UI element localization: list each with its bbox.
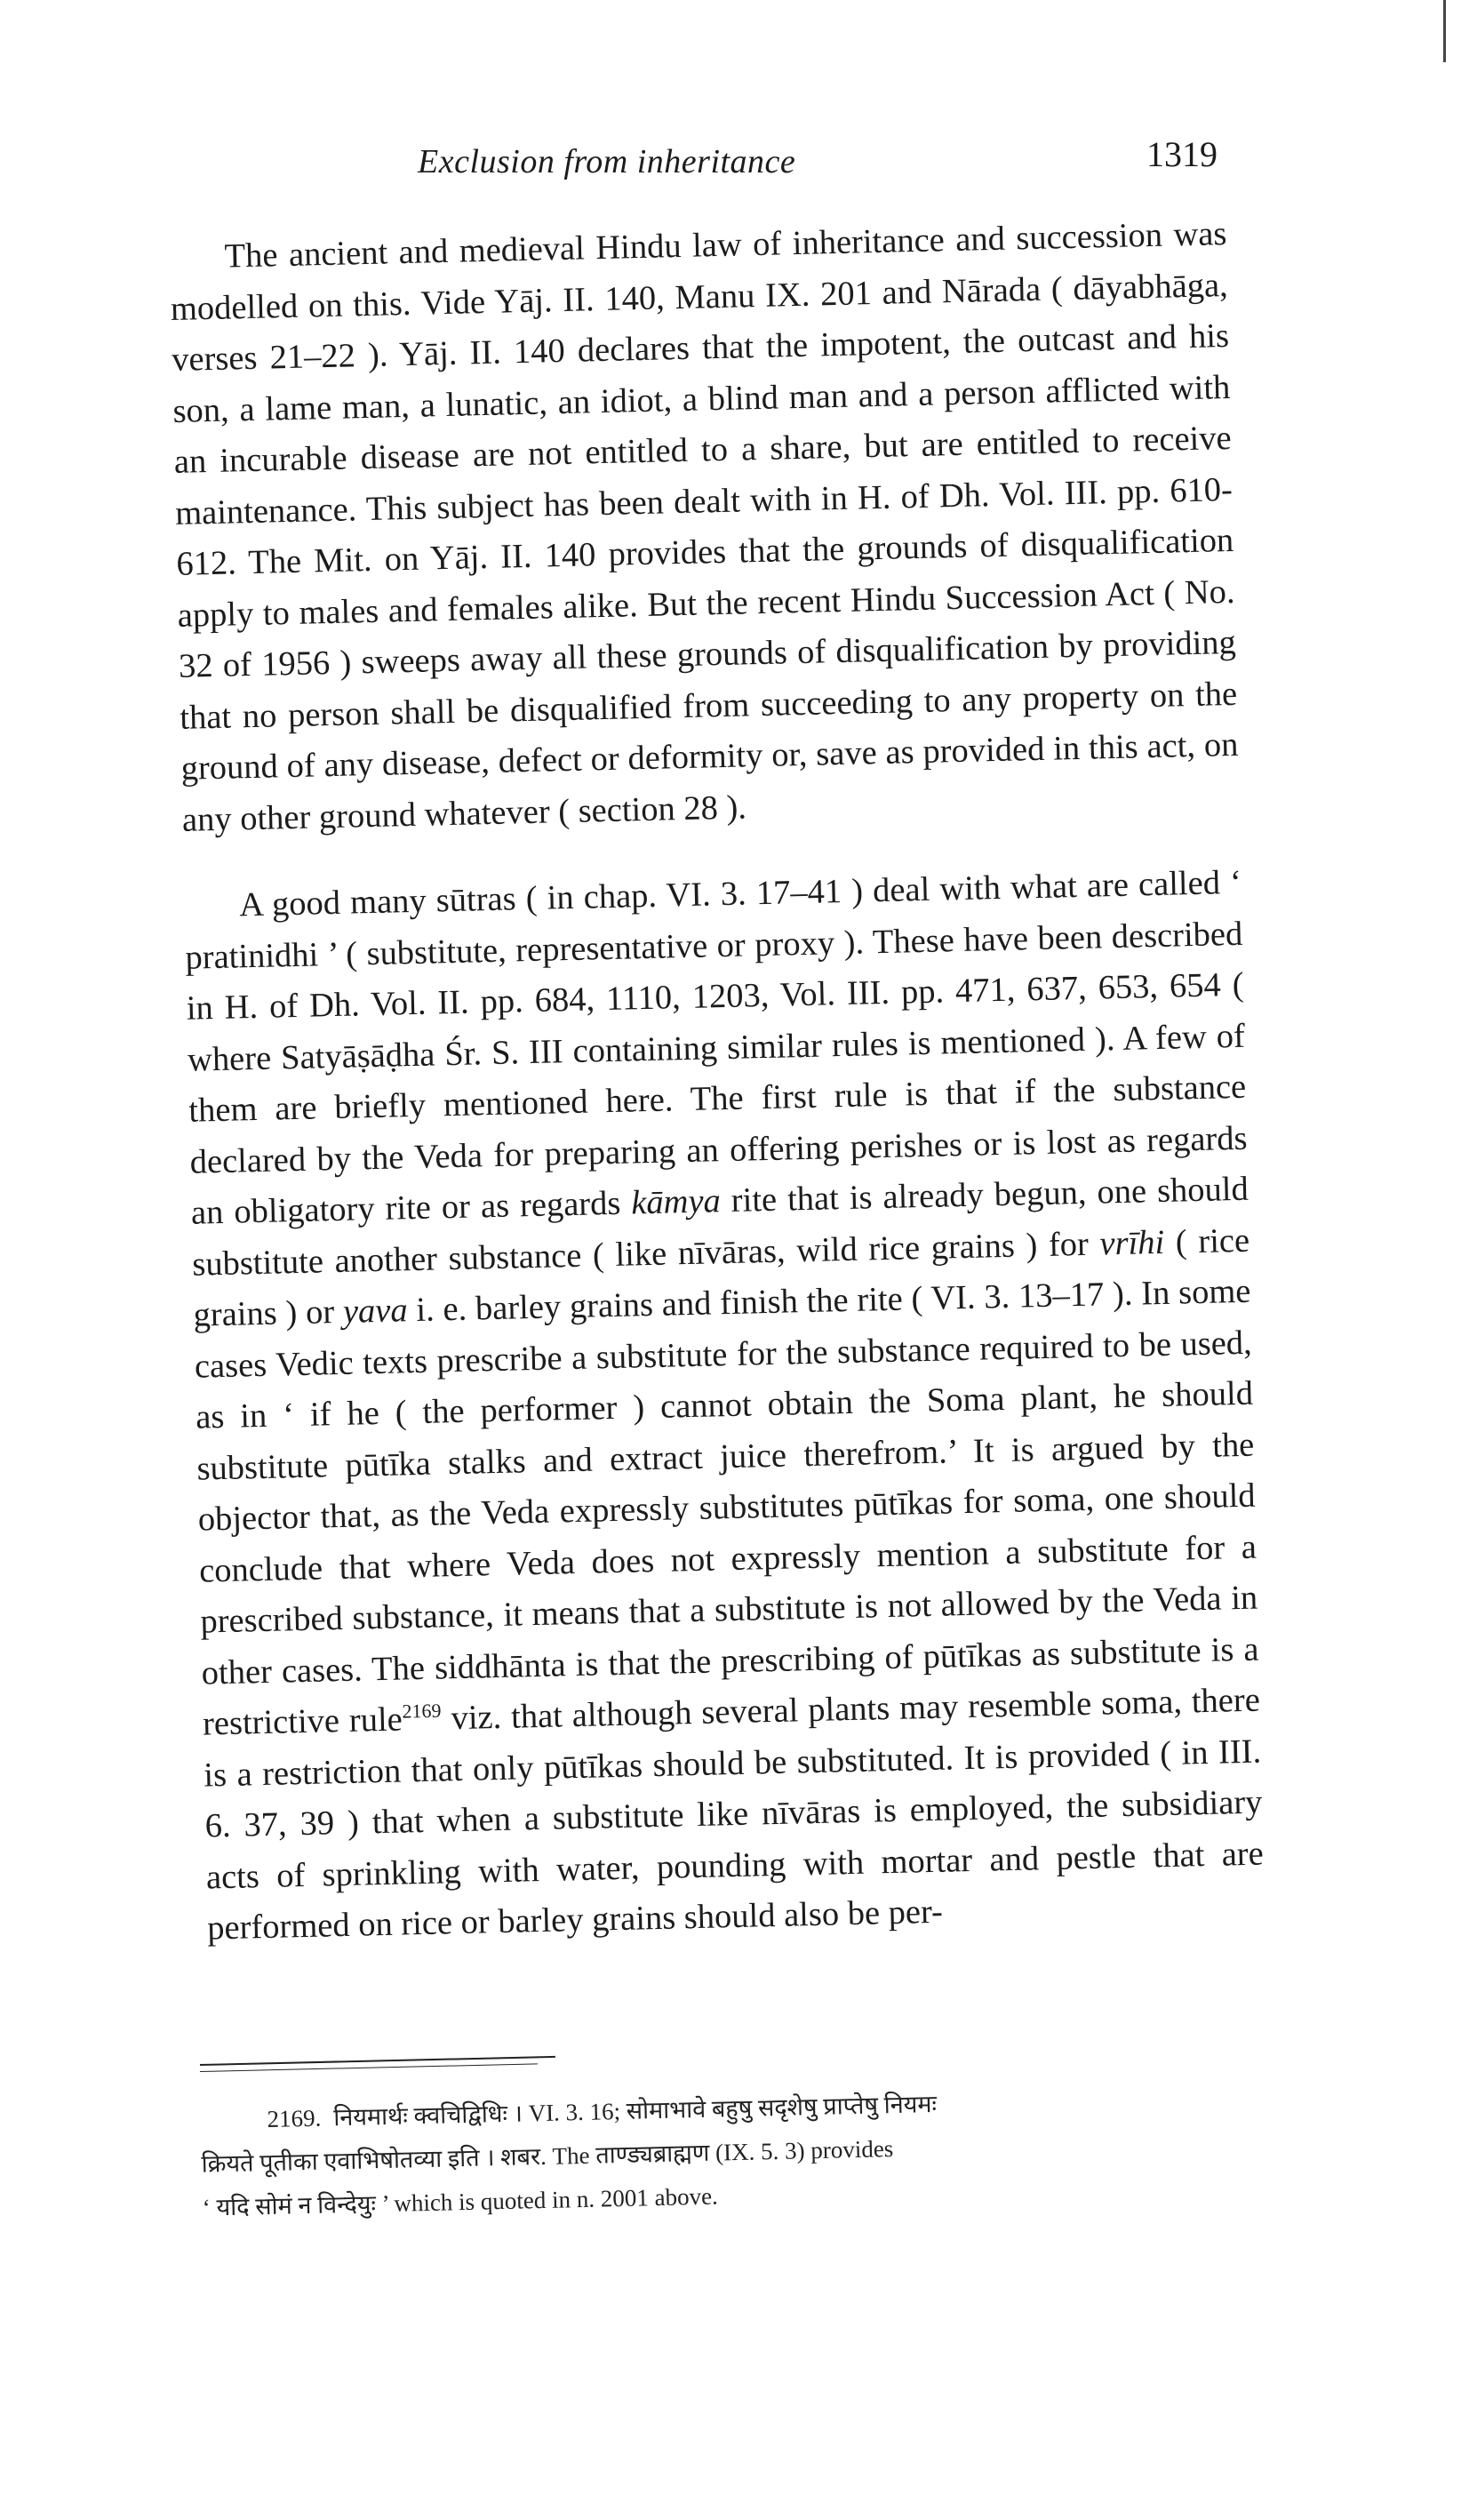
paragraph-2-text-a: A good many sūtras ( in chap. VI. 3. 17–41 ) deal with what are called ‘ pratinidhi ’ ( substitute, representative or proxy ). These have been described in H. of Dh. Vol. II. pp. 684, 1110, 1203, Vol. III. pp. 471, 637, 653, 654 ( where Satyāṣāḍha Śr. S. III containing similar rules is mentioned ). A few of them are briefly mentioned here. The first rule is that if the substance declared by the Veda for preparing an offering perishes or is lost as regards an obligatory rite or as regards xyxy=(185,863,1248,1232)
paragraph-2-text-d: i. e. barley grains and finish the rite ( VI. 3. 13–17 ). In some cases Vedic texts prescribe a substitute for the substance required to be used, as in ‘ if he ( the performer ) cannot obtain the Soma plant, he should substitute pūtīka stalks and extract juice therefrom.’ It is argued by the objector that, as the Veda expressly substitutes pūtīkas for soma, one should conclude that where Veda does not expressly mention a substitute for a prescribed substance, it means that a substitute is not allowed by the Veda in other cases. The siddhānta is that the prescribing of pūtīkas as substitute is a restrictive rule xyxy=(194,1272,1259,1743)
footnote-line-2: क्रियते पूतीका एवाभिषोतव्या इति । शबर. The ताण्ड्यब्राह्मण (IX. 5. 3) provides xyxy=(201,2135,894,2178)
paragraph-1-text: The ancient and medieval Hindu law of inheritance and succession was modelled on this. Vide Yāj. II. 140, Manu IX. 201 and Nārada ( dāyabhāga, verses 21–22 ). Yāj. II. 140 declares that the impotent, the outcast and his son, a lame man, a lunatic, an idiot, a blind man and a person afflicted with an incurable disease are not entitled to a share, but are entitled to receive maintenance. This subject has been dealt with in H. of Dh. Vol. III. pp. 610-612. The Mit. on Yāj. II. 140 provides that the grounds of disqualification apply to males and females alike. But the recent Hindu Succession Act ( No. 32 of 1956 ) sweeps away all these grounds of disqualification by providing that no person shall be disqualified from succeeding to any property on the ground of any disease, defect or deformity or, save as provided in this act, on any other ground whatever ( section 28 ). xyxy=(170,215,1239,839)
running-head: Exclusion from inheritance xyxy=(418,143,796,180)
paragraph-2-text-e: viz. that although several plants may resemble soma, there is a restriction that only pūtīkas should be substituted. It is provided ( in III. 6. 37, 39 ) that when a substitute like nīvāras is employed, the subsidiary acts of sprinkling with water, pounding with mortar and pestle that are performed on rice or barley grains should also be per- xyxy=(203,1681,1265,1948)
page-edge-mark xyxy=(1443,0,1446,62)
page-header xyxy=(169,133,1271,196)
paragraph-2-text-b: rite that is already begun, one should substitute another substance ( like nīvāras, wild rice grains ) for xyxy=(191,1170,1249,1284)
footnote-2169 xyxy=(201,2075,1273,2228)
term-kamya: kāmya xyxy=(630,1182,722,1222)
footnote-ref-2169[interactable]: 2169 xyxy=(402,1699,442,1723)
page-number: 1319 xyxy=(1146,134,1218,174)
main-text xyxy=(169,209,1266,1990)
paragraph-2 xyxy=(184,858,1265,1955)
term-yava: yava xyxy=(342,1292,409,1331)
footnote-number: 2169. xyxy=(267,2104,322,2132)
footnote-line-3: ‘ यदि सोमं न विन्देयुः ’ which is quoted in n. 2001 above. xyxy=(202,2182,719,2221)
footnote-line-1-text: नियमार्थः क्वचिद्विधिः । VI. 3. 16; सोमाभावे बहुषु सदृशेषु प्राप्तेषु नियमः xyxy=(332,2090,938,2132)
footnote-rule-secondary xyxy=(200,2063,538,2072)
term-vrihi: vrīhi xyxy=(1099,1223,1165,1263)
paragraph-2-text-c: ( rice grains ) or xyxy=(193,1221,1250,1334)
paragraph-1 xyxy=(169,209,1240,846)
